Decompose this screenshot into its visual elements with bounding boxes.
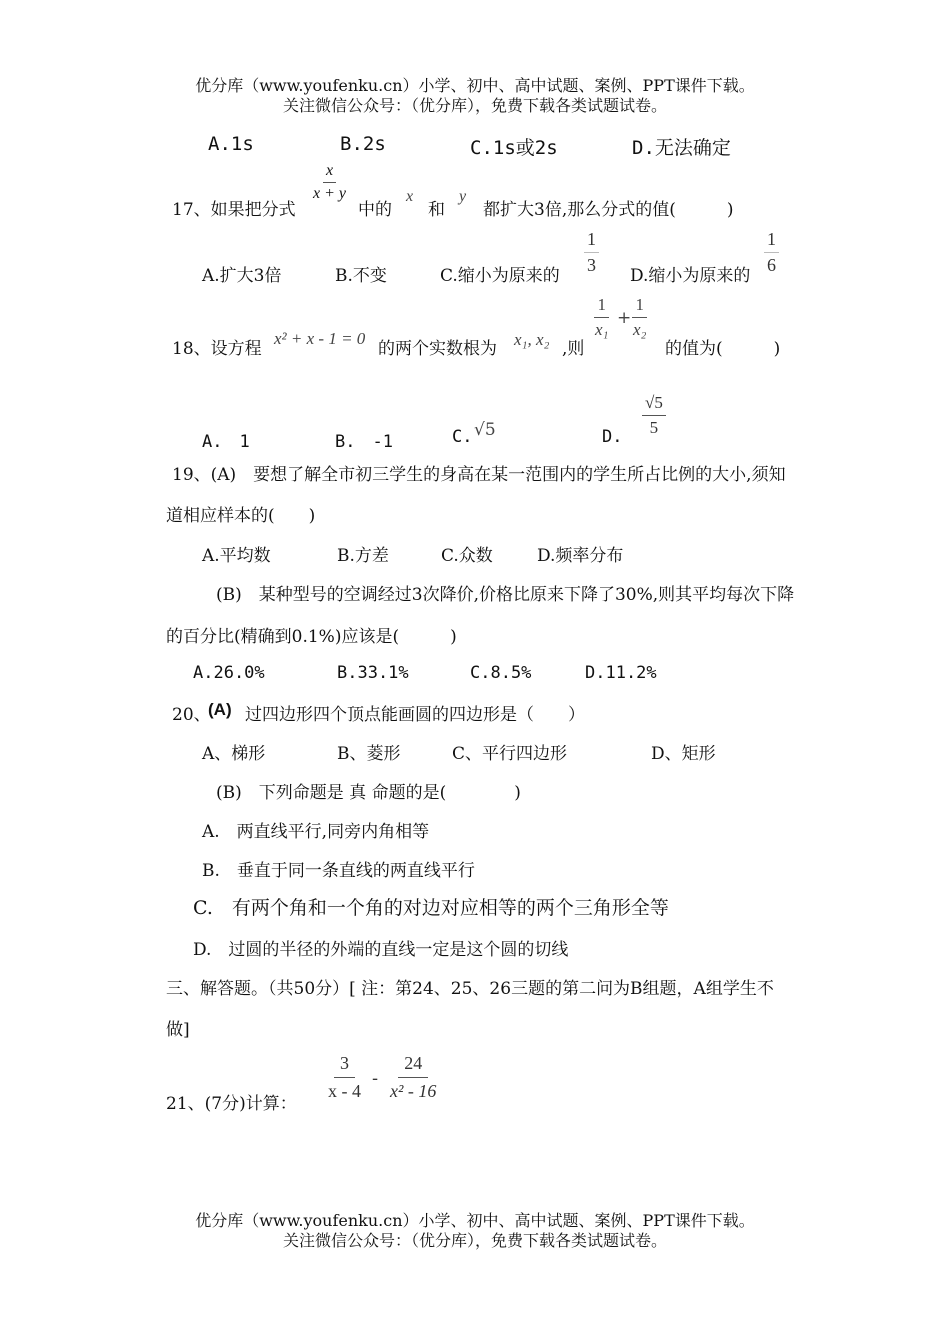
q20-a-option-d: D、矩形 <box>651 744 716 764</box>
q20-b-option-d: D. 过圆的半径的外端的直线一定是这个圆的切线 <box>193 940 569 960</box>
q17-option-d: D.缩小为原来的 <box>630 266 751 286</box>
q18-option-d-num: √5 <box>642 393 666 416</box>
q17-option-d-fraction <box>764 229 779 275</box>
q19-b-option-d: D.11.2% <box>585 663 657 683</box>
q21-label: 21、(7分)计算： <box>166 1094 297 1114</box>
q18-plus: + <box>617 308 632 328</box>
q19-b-option-b: B.33.1% <box>337 663 409 683</box>
q21-minus: - <box>372 1068 379 1089</box>
q18-fraction-2-den: x₂ <box>633 319 647 339</box>
q16-option-a: A.1s <box>208 133 254 155</box>
q17-option-a: A.扩大3倍 <box>202 266 282 286</box>
footer-line-2: 关注微信公众号：（优分库），免费下载各类试题试卷。 <box>282 1231 667 1250</box>
section-3-line-2: 做] <box>166 1020 190 1040</box>
q19-line-1: 19、(A) 要想了解全市初三学生的身高在某一范围内的学生所占比例的大小,须知 <box>172 465 786 485</box>
q20-b-line: (B) 下列命题是 真 命题的是( ) <box>216 783 521 803</box>
q19-a-option-c: C.众数 <box>441 546 493 566</box>
q18-option-d: D. <box>602 427 623 447</box>
q19-b-line-1: (B) 某种型号的空调经过3次降价,价格比原来下降了30%,则其平均每次下降 <box>216 585 795 605</box>
footer-line-1: 优分库（www.youfenku.cn）小学、初中、高中试题、案例、PPT课件下载。 <box>195 1211 755 1230</box>
q18-prefix: 18、设方程 <box>172 339 262 359</box>
q18-fraction-1 <box>592 295 611 339</box>
q19-b-option-a: A.26.0% <box>193 663 265 683</box>
q19-a-option-a: A.平均数 <box>202 546 271 566</box>
q21-fraction-2-num: 24 <box>398 1053 428 1078</box>
q20-a-text: 过四边形四个顶点能画圆的四边形是（ ） <box>245 705 585 725</box>
q17-var-y: y <box>459 188 467 205</box>
q17-fraction <box>310 162 349 204</box>
q21-fraction-1 <box>322 1053 367 1101</box>
q21-fraction-2-den: x² - 16 <box>390 1080 437 1101</box>
header-line-2: 关注微信公众号：（优分库），免费下载各类试题试卷。 <box>282 96 667 115</box>
q16-option-d: D.无法确定 <box>632 137 731 159</box>
q19-b-line-2: 的百分比(精确到0.1%)应该是( ) <box>166 627 457 647</box>
q19-a-option-d: D.频率分布 <box>537 546 624 566</box>
q19-b-option-c: C.8.5% <box>470 663 532 683</box>
q19-line-2: 道相应样本的( ) <box>166 506 316 526</box>
q18-fraction-1-num: 1 <box>594 295 609 318</box>
q20-b-option-b: B. 垂直于同一条直线的两直线平行 <box>202 861 475 881</box>
q17-option-d-den: 6 <box>764 252 779 276</box>
header-line-1: 优分库（www.youfenku.cn）小学、初中、高中试题、案例、PPT课件下载。 <box>195 76 755 95</box>
q16-option-b: B.2s <box>340 133 386 155</box>
q20-b-option-a: A. 两直线平行,同旁内角相等 <box>202 822 430 842</box>
q18-option-c-value: √5 <box>474 420 496 440</box>
q20-label: 20、 <box>172 705 211 725</box>
q17-option-c: C.缩小为原来的 <box>440 266 560 286</box>
q17-option-c-fraction <box>584 229 599 275</box>
q17-option-b: B.不变 <box>335 266 387 286</box>
q17-option-c-den: 3 <box>584 252 599 276</box>
q17-and: 和 <box>428 200 445 220</box>
q18-suffix: 的值为( ) <box>665 339 781 359</box>
q17-fraction-den: x + y <box>313 185 346 203</box>
q17-fraction-num: x <box>323 162 336 183</box>
q18-equation: x² + x - 1 = 0 <box>274 329 366 348</box>
q17-var-x: x <box>406 188 414 205</box>
q17-option-d-num: 1 <box>767 229 776 249</box>
q21-fraction-1-den: x - 4 <box>328 1080 361 1101</box>
q18-option-c: C. <box>452 427 473 447</box>
q18-then: ,则 <box>562 339 585 359</box>
q18-option-b: B. -1 <box>335 432 393 452</box>
q21-fraction-1-num: 3 <box>334 1053 355 1078</box>
q18-fraction-2 <box>630 295 649 339</box>
q21-fraction-2 <box>384 1053 442 1101</box>
q20-a-option-c: C、平行四边形 <box>452 744 568 764</box>
q20-a-tag: (A) <box>208 700 232 719</box>
q17-prefix: 17、如果把分式 <box>172 200 296 220</box>
q19-a-option-b: B.方差 <box>337 546 389 566</box>
q20-b-option-c: C. 有两个角和一个角的对边对应相等的两个三角形全等 <box>193 897 669 919</box>
q20-a-option-a: A、梯形 <box>202 744 266 764</box>
q18-option-d-fraction <box>642 393 666 437</box>
q20-a-option-b: B、菱形 <box>337 744 401 764</box>
q18-fraction-2-num: 1 <box>632 295 647 318</box>
q18-fraction-1-den: x₁ <box>595 319 609 339</box>
q18-option-d-den: 5 <box>649 417 659 437</box>
q18-mid: 的两个实数根为 <box>378 339 497 359</box>
q17-mid: 中的 <box>358 200 392 220</box>
q17-option-c-num: 1 <box>587 229 596 249</box>
q18-roots: x₁, x₂ <box>514 330 550 349</box>
section-3-line-1: 三、解答题。（共50分）[ 注：第24、25、26三题的第二问为B组题，A组学生不 <box>166 979 774 999</box>
q16-option-c: C.1s或2s <box>470 137 558 159</box>
q18-option-a: A. 1 <box>202 432 250 452</box>
q17-suffix: 都扩大3倍,那么分式的值( ) <box>483 200 734 220</box>
